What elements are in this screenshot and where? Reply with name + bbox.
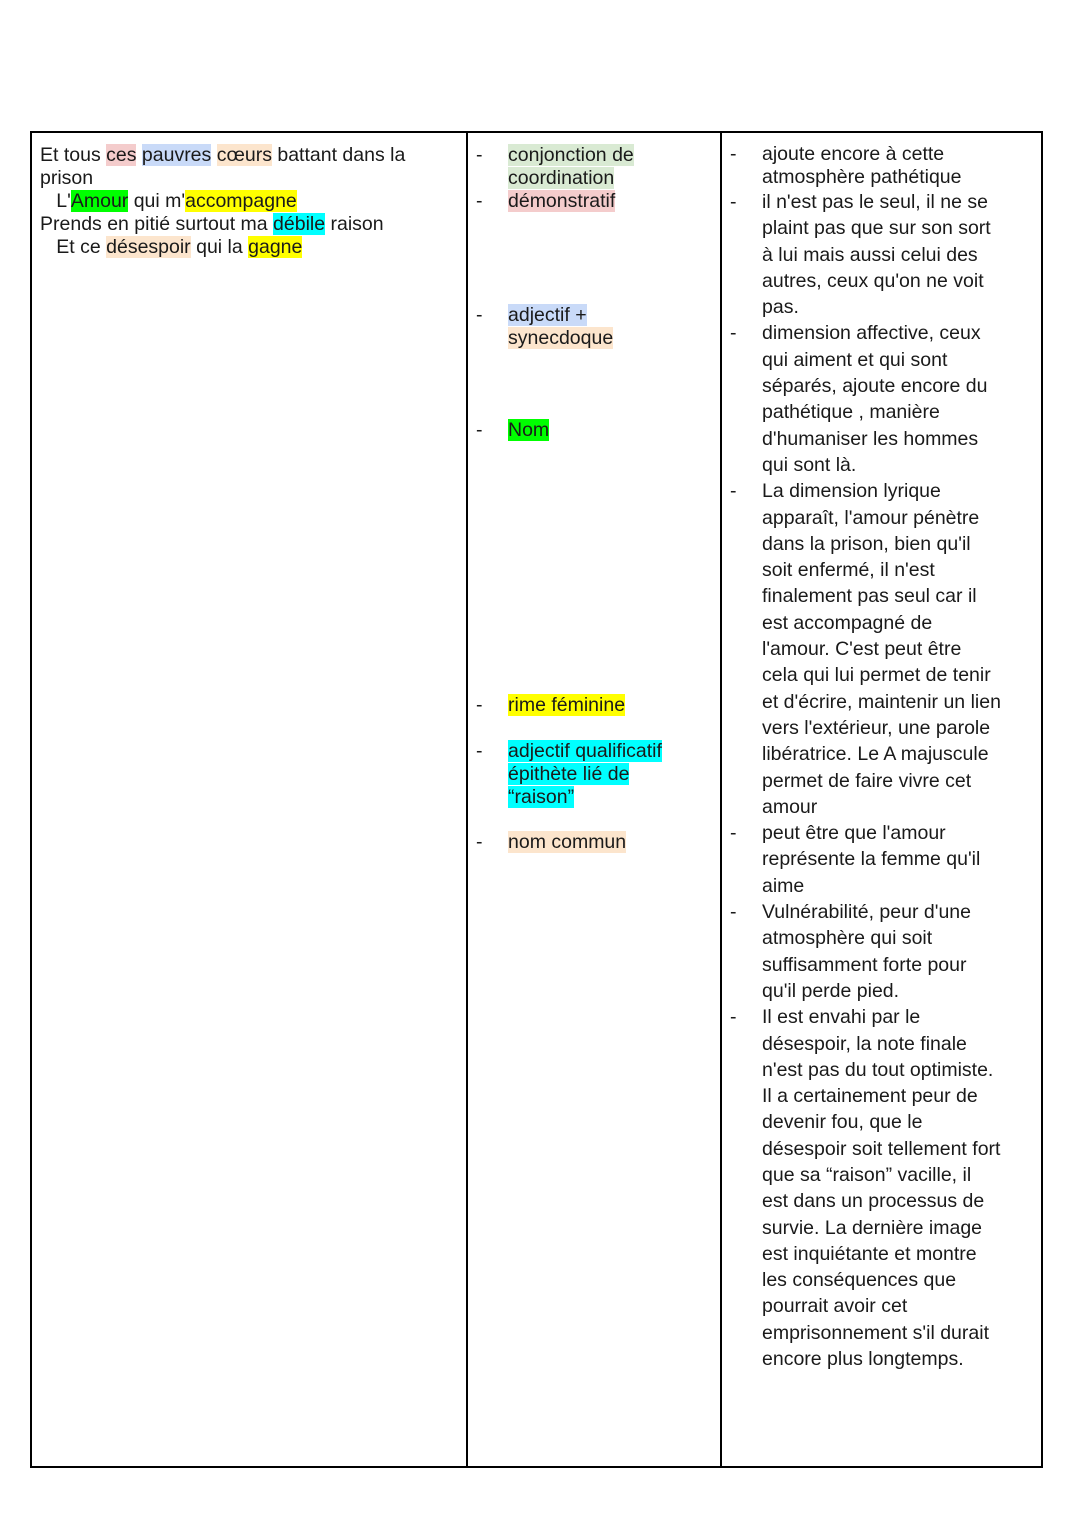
annotation-item bbox=[476, 190, 708, 213]
annotation-text: adjectif qualificatif épithète lié de “raison” bbox=[508, 740, 662, 808]
poem-line-4 bbox=[40, 236, 450, 259]
poem-text-fragment: Et ce bbox=[56, 236, 107, 258]
commentary-item bbox=[730, 1004, 1002, 1372]
poem-text-fragment: Et tous bbox=[40, 144, 107, 166]
bullet-dash: - bbox=[476, 831, 483, 853]
commentary-column bbox=[722, 133, 1041, 1466]
annotation-text: conjonction de coordination bbox=[508, 144, 634, 189]
commentary-item bbox=[730, 820, 1002, 899]
highlight-pauvres: pauvres bbox=[141, 144, 212, 166]
commentary-text: La dimension lyrique apparaît, l'amour pénètre dans la prison, bien qu'il soit enfermé, il n'est finalement pas seul car il est accompagné de l'amour. C'est peut être cela qui lui permet de tenir et d'écrire, maintenir un lien vers l'extérieur, une parole libératrice. Le A majuscule permet de faire vivre cet amour bbox=[762, 480, 1001, 818]
bullet-dash: - bbox=[476, 190, 483, 212]
poem-text-fragment: qui m' bbox=[128, 190, 186, 212]
bullet-dash: - bbox=[730, 143, 737, 165]
annotation-item bbox=[476, 694, 708, 717]
poem-column bbox=[32, 133, 468, 1466]
analysis-table bbox=[30, 131, 1043, 1468]
bullet-dash: - bbox=[730, 480, 737, 503]
highlight-amour: Amour bbox=[70, 190, 129, 212]
highlight-ces: ces bbox=[106, 144, 137, 166]
annotation-item bbox=[476, 419, 708, 442]
commentary-text: dimension affective, ceux qui aiment et qui sont séparés, ajoute encore du pathétique , manière d'humaniser les hommes qui sont là. bbox=[762, 322, 988, 476]
poem-line-3 bbox=[40, 213, 450, 236]
bullet-dash: - bbox=[476, 740, 483, 762]
bullet-dash: - bbox=[476, 144, 483, 166]
bullet-dash: - bbox=[476, 304, 483, 326]
poem-text-fragment: Prends en pitié surtout ma bbox=[40, 213, 274, 235]
poem-text-fragment: qui la bbox=[190, 236, 249, 258]
annotation-text: rime féminine bbox=[508, 694, 626, 716]
commentary-item bbox=[730, 143, 1002, 189]
bullet-dash: - bbox=[730, 191, 737, 213]
commentary-item bbox=[730, 478, 1002, 820]
annotation-text: démonstratif bbox=[508, 190, 616, 212]
commentary-text: Vulnérabilité, peur d'une atmosphère qui soit suffisamment forte pour qu'il perde pied. bbox=[762, 901, 971, 1002]
annotation-text: synecdoque bbox=[508, 327, 614, 349]
bullet-dash: - bbox=[476, 694, 483, 716]
commentary-text: ajoute encore à cette atmosphère pathétique bbox=[762, 143, 962, 188]
commentary-item bbox=[730, 189, 1002, 320]
poem-line-1 bbox=[40, 144, 450, 190]
annotation-item bbox=[476, 304, 708, 350]
bullet-dash: - bbox=[730, 901, 737, 924]
poem-text-fragment: raison bbox=[325, 213, 384, 235]
poem-text-fragment bbox=[211, 144, 216, 166]
annotation-text: adjectif + bbox=[508, 304, 587, 326]
poem-text-fragment: battant dans la prison bbox=[40, 144, 411, 189]
bullet-dash: - bbox=[476, 419, 483, 441]
commentary-text: peut être que l'amour représente la femme qu'il aime bbox=[762, 822, 981, 897]
highlight-gagne: gagne bbox=[248, 236, 303, 258]
bullet-dash: - bbox=[730, 1006, 737, 1029]
poem-text-fragment: L' bbox=[56, 190, 71, 212]
highlight-accompagne: accompagne bbox=[185, 190, 297, 212]
annotation-text: Nom bbox=[508, 419, 550, 441]
highlight-desespoir: désespoir bbox=[106, 236, 191, 258]
bullet-dash: - bbox=[730, 322, 737, 345]
commentary-text: il n'est pas le seul, il ne se plaint pas que sur son sort à lui mais aussi celui des autres, ceux qu'on ne voit pas. bbox=[762, 191, 991, 319]
annotation-item bbox=[476, 740, 678, 809]
annotation-column bbox=[468, 133, 722, 1466]
highlight-debile: débile bbox=[273, 213, 326, 235]
annotation-item bbox=[476, 144, 708, 190]
annotation-item bbox=[476, 831, 708, 854]
bullet-dash: - bbox=[730, 822, 737, 845]
highlight-coeurs: cœurs bbox=[216, 144, 272, 166]
poem-line-2 bbox=[40, 190, 450, 213]
commentary-item bbox=[730, 899, 1002, 1004]
commentary-list bbox=[730, 143, 1002, 1372]
commentary-item bbox=[730, 320, 1002, 478]
commentary-text: Il est envahi par le désespoir, la note finale n'est pas du tout optimiste. Il a certainement peur de devenir fou, que le désespoir soit tellement fort que sa “raison” vacille, il est dans un processus de survie. La dernière image est inquiétante et montre les conséquences que pourrait avoir cet emprisonnement s'il durait encore plus longtemps. bbox=[762, 1006, 1001, 1371]
poem-text bbox=[40, 144, 450, 259]
annotation-text: nom commun bbox=[508, 831, 627, 853]
poem-indent bbox=[40, 190, 56, 212]
poem-indent bbox=[40, 236, 56, 258]
